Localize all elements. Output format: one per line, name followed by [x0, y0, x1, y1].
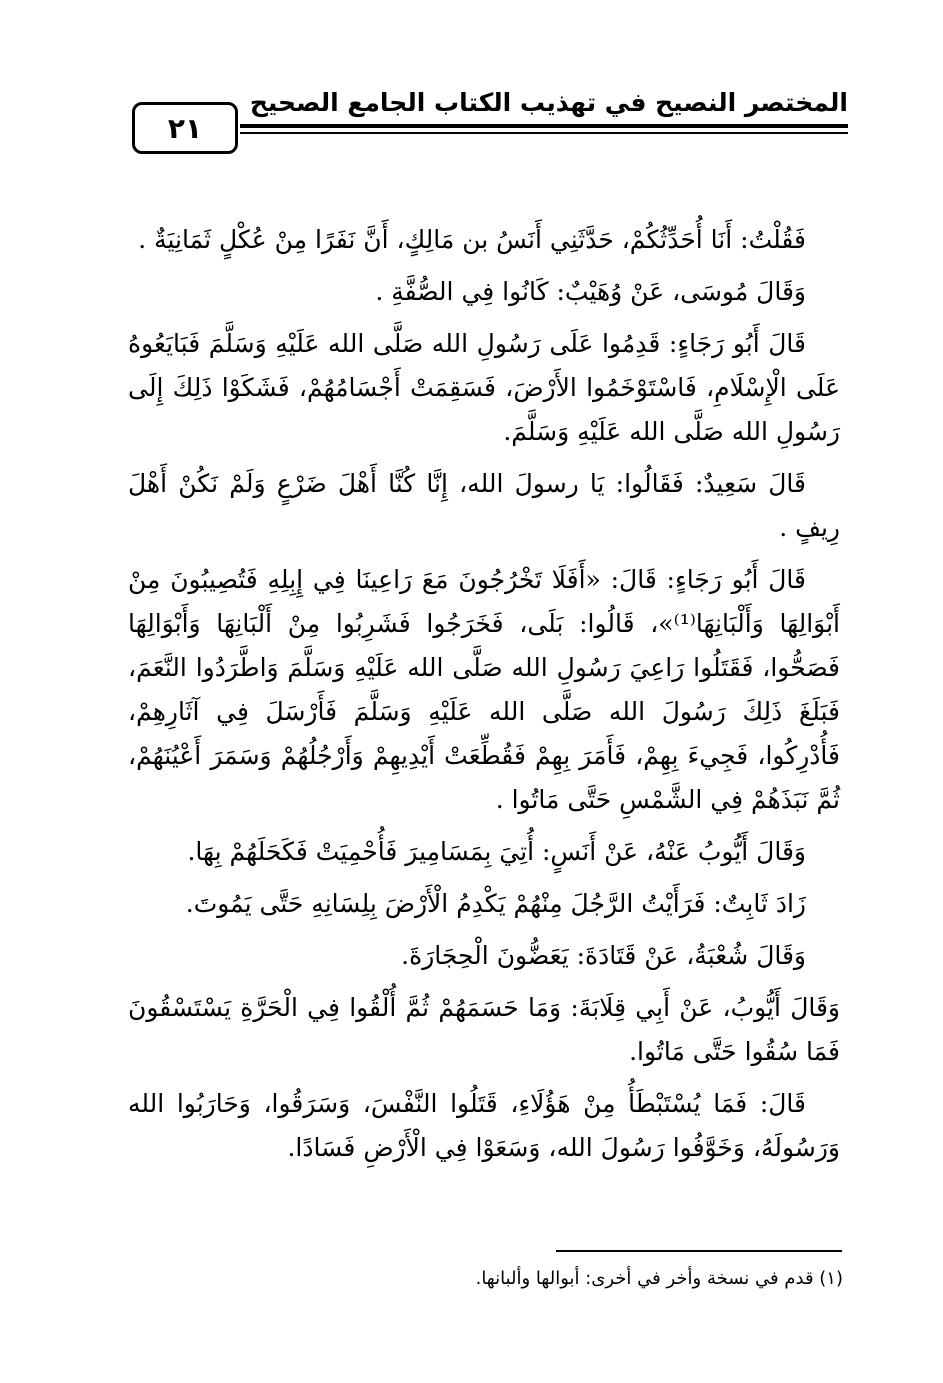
paragraph-10: قَالَ: فَمَا يُسْتَبْطَأُ مِنْ هَؤُلَاءِ، قَتَلُوا النَّفْسَ، وَسَرَقُوا، وَحَارَبُوا الله وَرَسُولَهُ، وَخَوَّفُوا رَسُولَ الله، وَسَعَوْا فِي الْأَرْضِ فَسَادًا.: [128, 1089, 840, 1162]
paragraph-6: وَقَالَ أَيُّوبُ عَنْهُ، عَنْ أَنَسٍ: أُتِيَ بِمَسَامِيرَ فَأُحْمِيَتْ فَكَحَلَهُمْ بِهَا.: [187, 837, 806, 866]
footnote-rule: [556, 1250, 842, 1252]
paragraph-1: فَقُلْتُ: أَنَا أُحَدِّثُكُمْ، حَدَّثَنِي أَنَسُ بن مَالِكٍ، أَنَّ نَفَرًا مِنْ عُكْلٍ ثَمَانِيَةٌ .: [138, 225, 806, 254]
page-header: [128, 88, 848, 168]
paragraph-5: قَالَ أَبُو رَجَاءٍ: قَالَ: «أَفَلَا تَخْرُجُونَ مَعَ رَاعِينَا فِي إِبِلِهِ فَتُصِيبُونَ مِنْ أَبْوَالِهَا وَأَلْبَانِهَا⁽¹⁾»، قَالُوا: بَلَى، فَخَرَجُوا فَشَرِبُوا مِنْ أَلْبَانِهَا وَأَبْوَالِهَا فَصَحُّوا، فَقَتَلُوا رَاعِيَ رَسُولِ الله صَلَّى الله عَلَيْهِ وَسَلَّمَ وَاطَّرَدُوا النَّعَمَ، فَبَلَغَ ذَلِكَ رَسُولَ الله صَلَّى الله عَلَيْهِ وَسَلَّمَ فَأَرْسَلَ فِي آثَارِهِمْ، فَأُدْرِكُوا، فَجِيءَ بِهِمْ، فَأَمَرَ بِهِمْ فَقُطِّعَتْ أَيْدِيهِمْ وَأَرْجُلُهُمْ وَسَمَرَ أَعْيُنَهُمْ، ثُمَّ نَبَذَهُمْ فِي الشَّمْسِ حَتَّى مَاتُوا .: [128, 565, 840, 814]
paragraph-3: قَالَ أَبُو رَجَاءٍ: قَدِمُوا عَلَى رَسُولِ الله صَلَّى الله عَلَيْهِ وَسَلَّمَ فَبَايَعُوهُ عَلَى الْإِسْلَامِ، فَاسْتَوْخَمُوا الأَرْضَ، فَسَقِمَتْ أَجْسَامُهُمْ، فَشَكَوْا ذَلِكَ إِلَى رَسُولِ الله صَلَّى الله عَلَيْهِ وَسَلَّمَ.: [128, 329, 840, 446]
paragraph-2: وَقَالَ مُوسَى، عَنْ وُهَيْبٌ: كَانُوا فِي الصُّفَّةِ .: [375, 277, 806, 306]
paragraph-8: وَقَالَ شُعْبَةُ، عَنْ قَتَادَةَ: يَعَضُّونَ الْحِجَارَةَ.: [401, 941, 806, 970]
header-rule-thin: [240, 132, 848, 134]
page-number: ٢١: [167, 111, 203, 145]
main-text: [128, 218, 840, 1178]
page-number-box: [132, 102, 238, 154]
header-rule: [240, 124, 848, 128]
footnote: (١) قدم في نسخة وأخر في أخرى: أبوالها وألبانها.: [475, 1268, 843, 1289]
paragraph-7: زَادَ ثَابِتٌ: فَرَأَيْتُ الرَّجُلَ مِنْهُمْ يَكْدِمُ الْأَرْضَ بِلِسَانِهِ حَتَّى يَمُوتَ.: [185, 889, 806, 918]
book-title: المختصر النصيح في تهذيب الكتاب الجامع الصحيح: [249, 88, 848, 117]
paragraph-9: وَقَالَ أَيُّوبُ، عَنْ أَبِي قِلَابَةَ: وَمَا حَسَمَهُمْ ثُمَّ أُلْقُوا فِي الْحَرَّةِ يَسْتَسْقُونَ فَمَا سُقُوا حَتَّى مَاتُوا.: [128, 993, 840, 1066]
paragraph-4: قَالَ سَعِيدٌ: فَقَالُوا: يَا رسولَ الله، إِنَّا كُنَّا أَهْلَ ضَرْعٍ وَلَمْ نَكُنْ أَهْلَ رِيفٍ .: [128, 469, 840, 542]
